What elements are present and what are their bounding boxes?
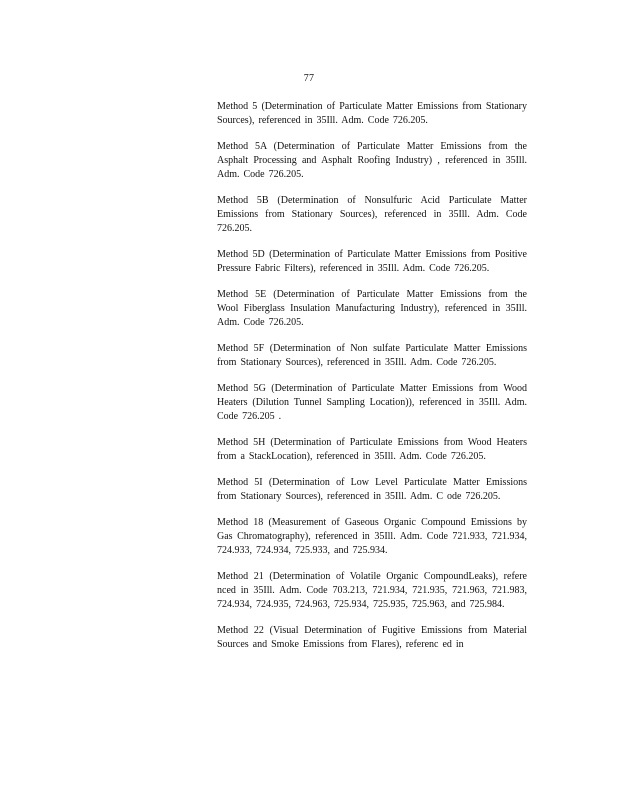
method-entry: Method 5A (Determination of Particulate Matter Emissions from the Asphalt Processing and Asphalt Roofing Industry) , referenced in 35Ill. Adm. Code 726.205. — [217, 141, 527, 180]
method-entry: Method 18 (Measurement of Gaseous Organic Compound Emissions by Gas Chromatography), referenced in 35Ill. Adm. Code 721.933, 721.934, 724.933, 724.934, 725.933, and 725.934. — [217, 517, 527, 556]
method-entry: Method 5F (Determination of Non sulfate Particulate Matter Emissions from Stationary Sources), referenced in 35Ill. Adm. Code 726.205. — [217, 343, 527, 368]
method-entry: Method 21 (Determination of Volatile Organic CompoundLeaks), refere nced in 35Ill. Adm. Code 703.213, 721.934, 721.935, 721.963, 721.983, 724.934, 724.935, 724.963, 725.934, 725.935, 725.963, and 725.984. — [217, 571, 527, 610]
method-entry: Method 5G (Determination of Particulate Matter Emissions from Wood Heaters (Dilution Tunnel Sampling Location)), referenced in 35Ill. Adm. Code 726.205 . — [217, 383, 527, 422]
method-entry: Method 5D (Determination of Particulate Matter Emissions from Positive Pressure Fabric Filters), referenced in 35Ill. Adm. Code 726.205. — [217, 249, 527, 274]
page-number: 77 — [303, 73, 315, 84]
method-entry: Method 5E (Determination of Particulate Matter Emissions from the Wool Fiberglass Insulation Manufacturing Industry), referenced in 35Ill. Adm. Code 726.205. — [217, 289, 527, 328]
method-entry: Method 5B (Determination of Nonsulfuric Acid Particulate Matter Emissions from Stationary Sources), referenced in 35Ill. Adm. Code 726.205. — [217, 195, 527, 234]
method-entry: Method 5I (Determination of Low Level Particulate Matter Emissions from Stationary Sources), referenced in 35Ill. Adm. C ode 726.205. — [217, 477, 527, 502]
method-list — [217, 100, 527, 664]
method-entry: Method 5 (Determination of Particulate Matter Emissions from Stationary Sources), referenced in 35Ill. Adm. Code 726.205. — [217, 101, 527, 126]
method-entry: Method 22 (Visual Determination of Fugitive Emissions from Material Sources and Smoke Emissions from Flares), referenc ed in — [217, 625, 527, 650]
method-entry: Method 5H (Determination of Particulate Emissions from Wood Heaters from a StackLocation), referenced in 35Ill. Adm. Code 726.205. — [217, 437, 527, 462]
